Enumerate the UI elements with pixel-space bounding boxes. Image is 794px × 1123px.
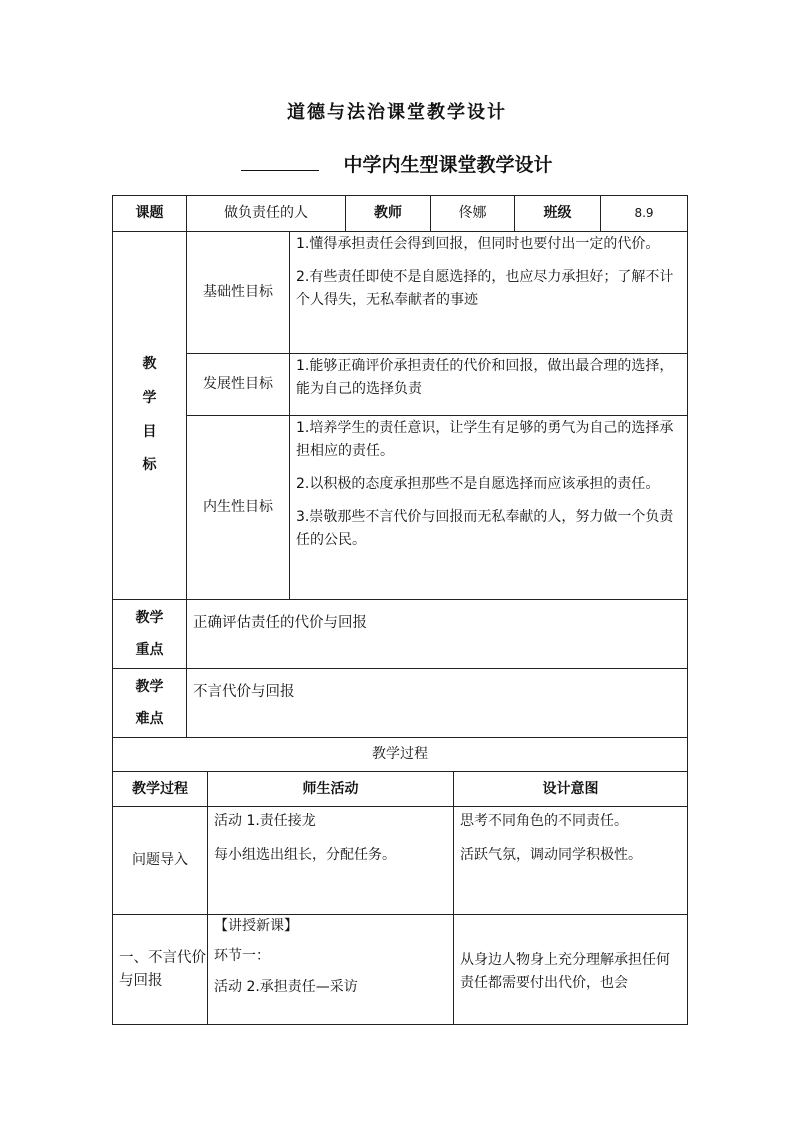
focus-value: 正确评估责任的代价与回报	[187, 600, 688, 669]
focus-label-top: 教学	[135, 609, 164, 626]
document-subtitle	[0, 150, 794, 177]
intent-line: 活跃气氛，调动同学积极性。	[460, 847, 642, 864]
development-goal-label: 发展性目标	[187, 354, 290, 416]
intrinsic-goal-label: 内生性目标	[187, 416, 290, 600]
process-stage: 问题导入	[113, 807, 208, 915]
goal-row-intrinsic	[113, 416, 688, 600]
focus-row	[113, 600, 688, 669]
process-banner: 教学过程	[113, 738, 688, 772]
process-banner-row	[113, 738, 688, 772]
goals-section-label	[113, 232, 187, 600]
lesson-plan-table	[112, 195, 688, 772]
process-stage: 一、不言代价与回报	[113, 915, 208, 1025]
goals-char: 学	[142, 389, 157, 406]
process-intents	[454, 807, 688, 915]
process-activities	[208, 915, 454, 1025]
basic-goal-label: 基础性目标	[187, 232, 290, 354]
class-value: 8.9	[601, 196, 688, 232]
activity-line: 环节一：	[214, 948, 270, 965]
focus-label	[113, 600, 187, 669]
difficulty-label-bottom: 难点	[135, 711, 164, 727]
topic-value: 做负责任的人	[187, 196, 346, 232]
process-header-stage: 教学过程	[113, 772, 208, 807]
activity-line: 活动 1.责任接龙	[214, 813, 316, 829]
process-table	[112, 771, 688, 1025]
topic-label: 课题	[113, 196, 187, 232]
goal-row-development	[113, 354, 688, 416]
process-header-intent: 设计意图	[454, 772, 688, 807]
process-header-activity: 师生活动	[208, 772, 454, 807]
intrinsic-goal-content	[290, 416, 688, 600]
process-activities	[208, 807, 454, 915]
difficulty-value: 不言代价与回报	[187, 669, 688, 738]
focus-label-bottom: 重点	[135, 642, 164, 658]
class-label: 班级	[515, 196, 601, 232]
teacher-value: 佟娜	[431, 196, 515, 232]
activity-line: 【讲授新课】	[214, 918, 298, 934]
basic-goal-content	[290, 232, 688, 354]
process-row	[113, 915, 688, 1025]
goal-item: 2.有些责任即使不是自愿选择的，也应尽力承担好；了解不计个人得失，无私奉献者的事迹	[296, 269, 674, 309]
process-row	[113, 807, 688, 915]
intent-line: 从身边人物身上充分理解承担任何责任都需要付出代价，也会	[460, 952, 670, 992]
activity-line: 每小组选出组长，分配任务。	[214, 847, 396, 864]
document-title: 道德与法治课堂教学设计	[287, 102, 507, 123]
process-header-row	[113, 772, 688, 807]
goal-item: 1.懂得承担责任会得到回报，但同时也要付出一定的代价。	[296, 236, 660, 252]
goal-item: 1.能够正确评价承担责任的代价和回报，做出最合理的选择，能为自己的选择负责	[296, 358, 674, 398]
goal-row-basic	[113, 232, 688, 354]
process-intents	[454, 915, 688, 1025]
teacher-label: 教师	[346, 196, 431, 232]
development-goal-content	[290, 354, 688, 416]
goals-char: 教	[142, 356, 157, 373]
difficulty-row	[113, 669, 688, 738]
difficulty-label-top: 教学	[135, 678, 164, 695]
blank-underline	[241, 156, 319, 171]
activity-line: 活动 2.承担责任—采访	[214, 978, 358, 995]
difficulty-label	[113, 669, 187, 738]
info-row	[113, 196, 688, 232]
intent-line: 思考不同角色的不同责任。	[460, 813, 628, 829]
goal-item: 2.以积极的态度承担那些不是自愿选择而应该承担的责任。	[296, 476, 660, 493]
subtitle-text: 中学内生型课堂教学设计	[343, 154, 553, 176]
goals-char: 标	[142, 457, 157, 474]
goal-item: 1.培养学生的责任意识，让学生有足够的勇气为自己的选择承担相应的责任。	[296, 420, 674, 460]
goal-item: 3.崇敬那些不言代价与回报而无私奉献的人，努力做一个负责任的公民。	[296, 509, 674, 549]
goals-char: 目	[142, 423, 157, 440]
